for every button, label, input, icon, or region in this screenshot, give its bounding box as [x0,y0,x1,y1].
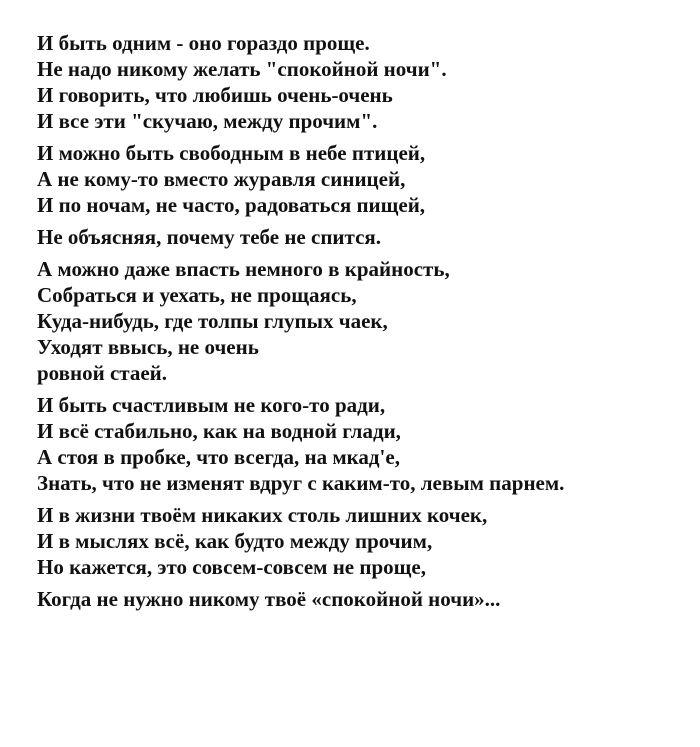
poem-line: И быть одним - оно гораздо проще. [37,31,370,55]
poem-text [37,30,677,612]
stanza-3 [37,224,677,250]
poem-line: А можно даже впасть немного в крайность, [37,257,450,281]
poem-line: Собраться и уехать, не прощаясь, [37,283,357,307]
poem-line: А стоя в пробке, что всегда, на мкад'е, [37,445,400,469]
poem-line: ровной стаей. [37,361,168,385]
poem-line: И всё стабильно, как на водной глади, [37,419,401,443]
stanza-1 [37,30,677,134]
poem-line: И все эти "скучаю, между прочим". [37,109,378,133]
stanza-6 [37,502,677,580]
poem-line: И можно быть свободным в небе птицей, [37,141,426,165]
poem-line: И по ночам, не часто, радоваться пищей, [37,193,426,217]
poem-line: Уходят ввысь, не очень [37,335,259,359]
poem-line: И быть счастливым не кого-то ради, [37,393,386,417]
stanza-7 [37,586,677,612]
stanza-5 [37,392,677,496]
stanza-4 [37,256,677,386]
poem-line: А не кому-то вместо журавля синицей, [37,167,406,191]
poem-line: Не объясняя, почему тебе не спится. [37,225,382,249]
poem-line: Но кажется, это совсем-совсем не проще, [37,555,426,579]
poem-line: Не надо никому желать "спокойной ночи". [37,57,447,81]
poem-line: И говорить, что любишь очень-очень [37,83,393,107]
poem-line: И в жизни твоём никаких столь лишних кочек, [37,503,488,527]
poem-line: Когда не нужно никому твоё «спокойной ночи»... [37,587,501,611]
poem-line: И в мыслях всё, как будто между прочим, [37,529,433,553]
stanza-2 [37,140,677,218]
poem-line: Знать, что не изменят вдруг с каким-то, левым парнем. [37,471,565,495]
poem-line: Куда-нибудь, где толпы глупых чаек, [37,309,388,333]
